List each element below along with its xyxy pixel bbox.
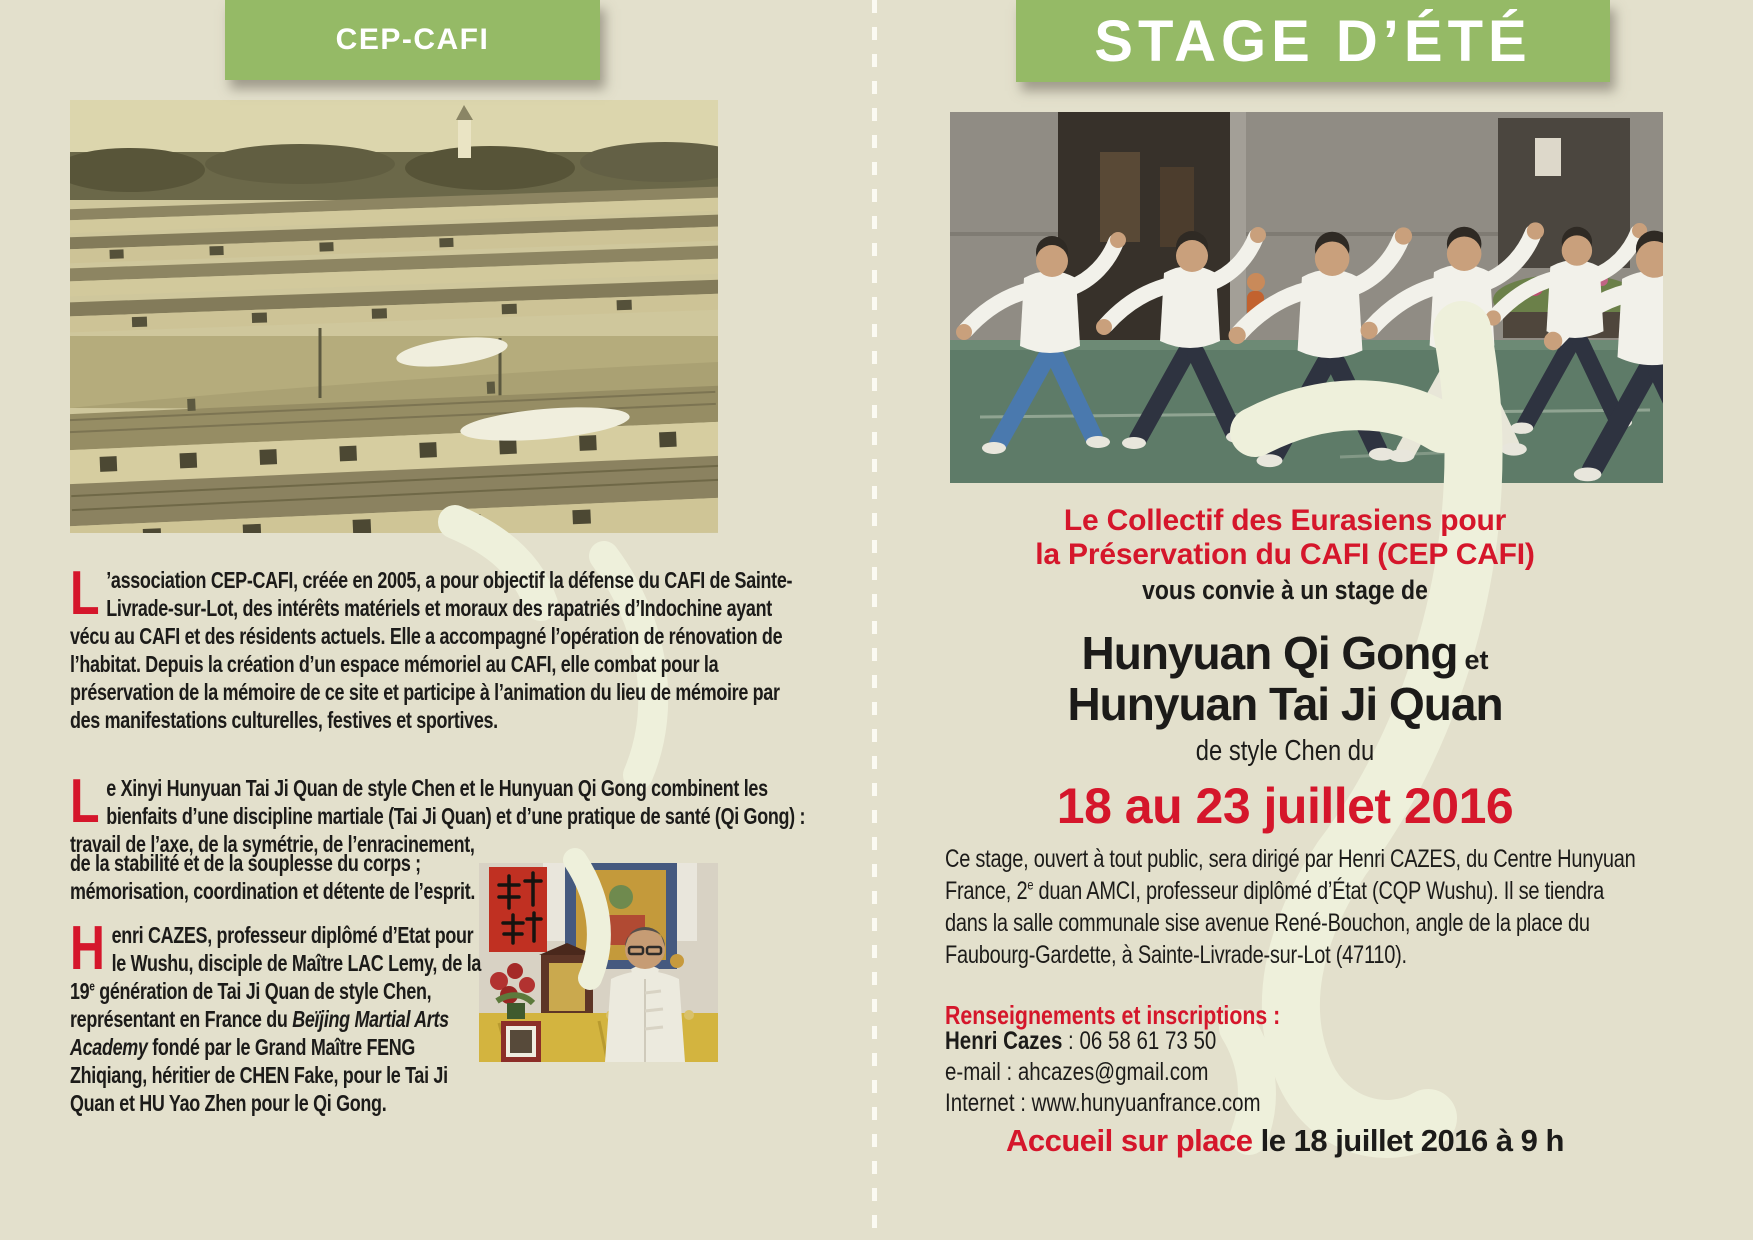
stage-title-line2: Hunyuan Tai Ji Quan [1067, 678, 1503, 730]
left-header-band [225, 0, 600, 80]
teacher-paragraph-text: fondé par le Grand Maître FENG Zhiqiang, héritier de CHEN Fake, pour le Tai Ji Quan et HU Yao Zhen pour le Qi Gong. [70, 1034, 448, 1116]
left-wrap-column [70, 849, 491, 1117]
style-subtitle: de style Chen du [1195, 735, 1375, 767]
master-photo-illustration [479, 863, 718, 1062]
association-paragraph [70, 559, 811, 734]
stage-description-text: duan AMCI, professeur diplômé d’État (CQP Wushu). Il se tiendra dans la salle communale sise avenue René-Bouchon, angle de la place du Faubourg-Gardette, à Sainte-Livrade-sur-Lot (47110). [945, 877, 1605, 969]
right-header-title: STAGE D’ÉTÉ [1094, 8, 1532, 74]
contact-name: Henri Cazes [945, 1027, 1063, 1055]
stage-dates: 18 au 23 juillet 2016 [1056, 778, 1514, 834]
fold-dashed-line [872, 0, 877, 1240]
title-suffix-et: et [1464, 645, 1489, 675]
stage-description-paragraph [945, 843, 1645, 971]
right-content-column [945, 490, 1636, 1190]
left-header-title: CEP-CAFI [335, 23, 490, 56]
discipline-paragraph-intro [70, 767, 811, 858]
invitation-line: vous convie à un stage de [1142, 575, 1428, 605]
teacher-paragraph-text: enri CAZES, professeur diplômé d’Etat pour le Wushu, disciple de Maître LAC Lemy, de la 19 [70, 922, 482, 1004]
stage-title-line1-text: Hunyuan Qi Gong [1081, 627, 1458, 679]
discipline-paragraph-intro-text: e Xinyi Hunyuan Tai Ji Quan de style Chen et le Hunyuan Qi Gong combinent les bienfaits d’une discipline martiale (Tai Ji Quan) et d’une pratique de santé (Qi Gong) : travail de l’axe, de la symétrie, de l’enracinement, [70, 775, 806, 857]
dropcap-letter: L [70, 767, 100, 836]
dropcap-letter: H [70, 914, 105, 983]
contact-phone: : 06 58 61 73 50 [1062, 1027, 1217, 1055]
camp-aerial-photo [70, 100, 718, 533]
teacher-paragraph [70, 914, 491, 1117]
master-portrait-photo [479, 863, 718, 1062]
contact-website-line: Internet : www.hunyuanfrance.com [945, 1089, 1261, 1117]
welcome-rest: le 18 juillet 2016 à 9 h [1252, 1123, 1564, 1158]
organizer-line1: Le Collectif des Eurasiens pour [1063, 504, 1507, 537]
taichi-photo-illustration [950, 112, 1663, 483]
ordinal-superscript: e [89, 979, 95, 994]
contact-phone-line [945, 1027, 1601, 1056]
camp-photo-illustration [70, 100, 718, 533]
contact-email-line: e-mail : ahcazes@gmail.com [945, 1058, 1209, 1086]
right-header-band [1016, 0, 1610, 82]
discipline-paragraph-wrap: de la stabilité et de la souplesse du corps ; mémorisation, coordination et détente de l’esprit. [70, 850, 476, 904]
association-paragraph-text: ’association CEP-CAFI, créée en 2005, a pour objectif la défense du CAFI de Sainte-Livrade-sur-Lot, des intérêts matériels et moraux des rapatriés d’Indochine ayant vécu au CAFI et des résidents actuels. Elle a accompagné l’opération de rénovation de l’habitat. Depuis la création d’un espace mémoriel au CAFI, elle combat pour la préservation de la mémoire de ce site et participe à l’animation du lieu de mémoire par des manifestations culturelles, festives et sportives. [70, 567, 793, 733]
teacher-paragraph-text: génération de Tai Ji Quan de style Chen, représentant en France du [70, 978, 432, 1032]
welcome-highlight: Accueil sur place [1006, 1123, 1253, 1158]
organizer-line2: la Préservation du CAFI (CEP CAFI) [1035, 538, 1535, 571]
ordinal-superscript: e [1027, 877, 1034, 893]
dropcap-letter: L [70, 559, 100, 628]
organizer-heading [945, 504, 1625, 572]
stage-description-text: Ce stage, ouvert à tout public, sera dirigé par Henri CAZES, du Centre Hunyuan France, 2 [945, 845, 1636, 905]
info-heading: Renseignements et inscriptions : [945, 1000, 1281, 1030]
academy-name-italic: Beïjing Martial Arts Academy [70, 1006, 449, 1060]
taichi-group-photo [950, 112, 1663, 483]
welcome-line [945, 1123, 1625, 1159]
